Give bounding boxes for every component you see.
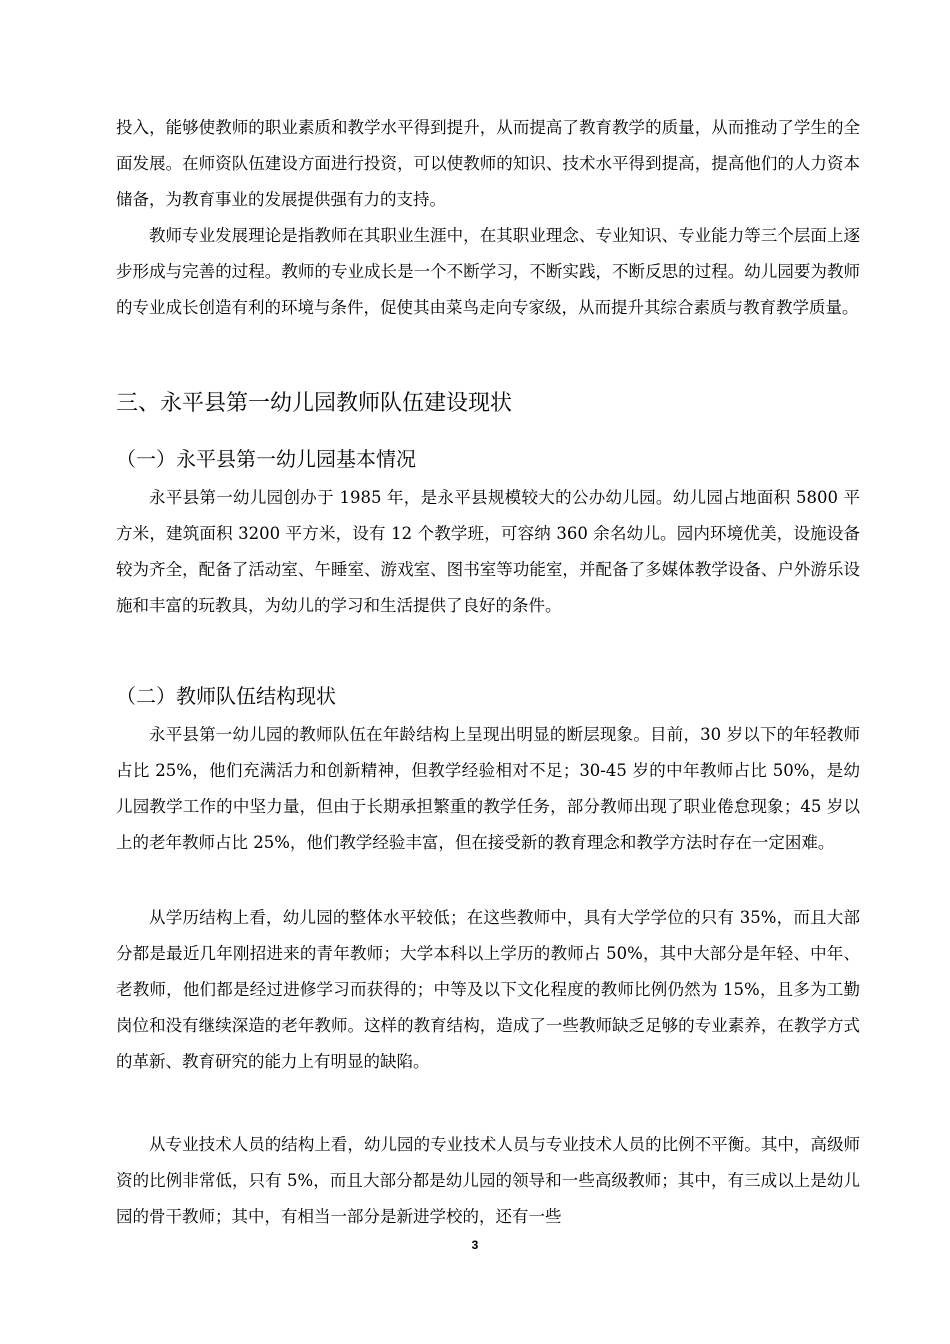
subsection-heading-structure: （二）教师队伍结构现状 [116,684,336,708]
paragraph-technical-staff: 从专业技术人员的结构上看，幼儿园的专业技术人员与专业技术人员的比例不平衡。其中，高级师资的比例非常低，只有 5%，而且大部分都是幼儿园的领导和一些高级教师；其中，有三成以上是幼儿园的骨干教师；其中，有相当一部分是新进学校的，还有一些 [116,1135,860,1226]
paragraph-kindergarten-overview: 永平县第一幼儿园创办于 1985 年，是永平县规模较大的公办幼儿园。幼儿园占地面积 5800 平方米，建筑面积 3200 平方米，设有 12 个教学班，可容纳 360 余名幼儿。园内环境优美，设施设备较为齐全，配备了活动室、午睡室、游戏室、图书室等功能室，并配备了多媒体教学设备、户外游乐设施和丰富的玩教具，为幼儿的学习和生活提供了良好的条件。 [116,488,860,615]
paragraph-age-structure: 永平县第一幼儿园的教师队伍在年龄结构上呈现出明显的断层现象。目前，30 岁以下的年轻教师占比 25%，他们充满活力和创新精神，但教学经验相对不足；30-45 岁的中年教师占比 50%，是幼儿园教学工作的中坚力量，但由于长期承担繁重的教学任务，部分教师出现了职业倦怠现象；45 岁以上的老年教师占比 25%，他们教学经验丰富，但在接受新的教育理念和教学方法时存在一定困难。 [116,725,860,852]
section-heading: 三、永平县第一幼儿园教师队伍建设现状 [116,391,513,416]
paragraph-professional-development: 教师专业发展理论是指教师在其职业生涯中，在其职业理念、专业知识、专业能力等三个层面上逐步形成与完善的过程。教师的专业成长是一个不断学习，不断实践，不断反思的过程。幼儿园要为教师的专业成长创造有利的环境与条件，促使其由菜鸟走向专家级，从而提升其综合素质与教育教学质量。 [116,226,860,317]
page-number: 3 [471,1238,479,1252]
paragraph-investment: 投入，能够使教师的职业素质和教学水平得到提升，从而提高了教育教学的质量，从而推动了学生的全面发展。在师资队伍建设方面进行投资，可以使教师的知识、技术水平得到提高，提高他们的人力资本储备，为教育事业的发展提供强有力的支持。 [116,118,860,209]
paragraph-education-structure: 从学历结构上看，幼儿园的整体水平较低；在这些教师中，具有大学学位的只有 35%，而且大部分都是最近几年刚招进来的青年教师；大学本科以上学历的教师占 50%，其中大部分是年轻、中年、老教师，他们都是经过进修学习而获得的；中等及以下文化程度的教师比例仍然为 15%，且多为工勤岗位和没有继续深造的老年教师。这样的教育结构，造成了一些教师缺乏足够的专业素养，在教学方式的革新、教育研究的能力上有明显的缺陷。 [116,908,860,1071]
subsection-heading-basic-info: （一）永平县第一幼儿园基本情况 [116,447,416,471]
